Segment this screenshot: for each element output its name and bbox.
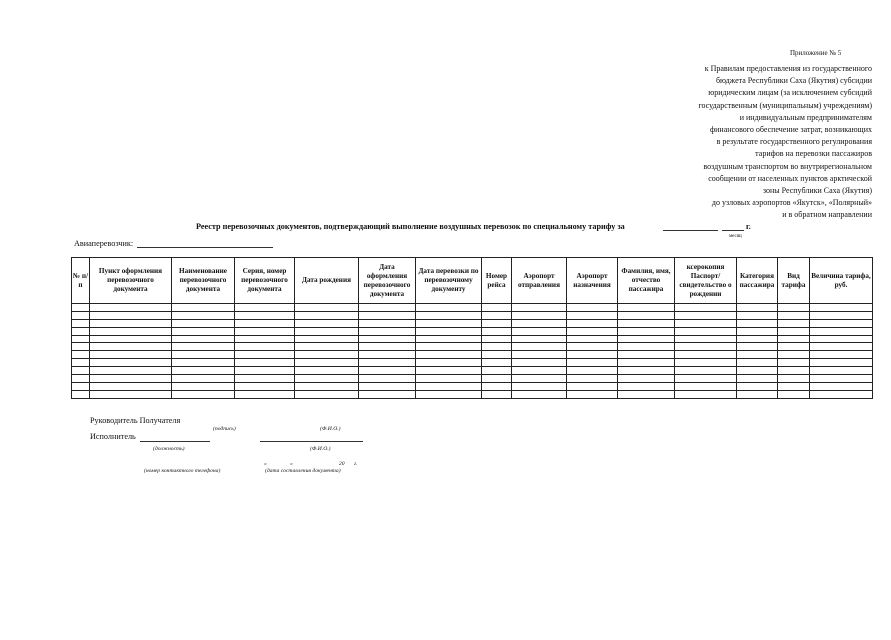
table-cell[interactable] (567, 304, 618, 312)
table-cell[interactable] (90, 319, 172, 327)
table-cell[interactable] (295, 367, 359, 375)
appendix-line: финансового обеспечение затрат, возникающих (709, 125, 872, 135)
table-cell[interactable] (675, 343, 737, 351)
table-cell[interactable] (416, 382, 482, 390)
table-cell[interactable] (295, 375, 359, 383)
table-cell[interactable] (90, 375, 172, 383)
signature-caption: (подпись) (213, 426, 236, 432)
column-header: ксерокопия Паспорт/свидетельство о рождении (675, 258, 737, 304)
table-cell[interactable] (737, 343, 778, 351)
table-cell[interactable] (737, 304, 778, 312)
table-cell[interactable] (675, 351, 737, 359)
registry-title: Реестр перевозочных документов, подтверждающий выполнение воздушных перевозок по специальному тарифу за (196, 222, 625, 231)
table-cell[interactable] (90, 382, 172, 390)
table-cell[interactable] (675, 367, 737, 375)
table-cell[interactable] (295, 327, 359, 335)
table-cell[interactable] (778, 390, 810, 398)
column-header: Категория пассажира (737, 258, 778, 304)
appendix-line: и в обратном направлении (782, 210, 872, 220)
column-header: Дата рождения (295, 258, 359, 304)
table-cell[interactable] (72, 304, 90, 312)
table-cell[interactable] (235, 327, 295, 335)
table-cell[interactable] (567, 351, 618, 359)
table-cell[interactable] (778, 311, 810, 319)
table-cell[interactable] (737, 311, 778, 319)
position-line[interactable] (140, 441, 210, 442)
table-cell[interactable] (172, 382, 235, 390)
table-cell[interactable] (90, 367, 172, 375)
appendix-line: зоны Республики Саха (Якутия) (762, 186, 872, 196)
table-cell[interactable] (295, 335, 359, 343)
table-cell[interactable] (810, 359, 873, 367)
table-cell[interactable] (618, 359, 675, 367)
table-cell[interactable] (235, 375, 295, 383)
table-cell[interactable] (482, 351, 512, 359)
table-cell[interactable] (482, 375, 512, 383)
column-header: Серия, номер перевозочного документа (235, 258, 295, 304)
table-cell[interactable] (778, 375, 810, 383)
table-cell[interactable] (416, 343, 482, 351)
table-cell[interactable] (295, 359, 359, 367)
table-cell[interactable] (737, 351, 778, 359)
table-cell[interactable] (567, 319, 618, 327)
table-cell[interactable] (482, 335, 512, 343)
table-cell[interactable] (359, 343, 416, 351)
table-cell[interactable] (416, 319, 482, 327)
table-cell[interactable] (72, 375, 90, 383)
table-row (72, 304, 873, 312)
table-cell[interactable] (810, 382, 873, 390)
table-cell[interactable] (810, 319, 873, 327)
table-cell[interactable] (810, 327, 873, 335)
table-cell[interactable] (482, 382, 512, 390)
table-cell[interactable] (810, 375, 873, 383)
phone-caption: (номер контактного телефона) (144, 468, 221, 474)
column-header: Номер рейса (482, 258, 512, 304)
table-cell[interactable] (618, 343, 675, 351)
table-cell[interactable] (359, 367, 416, 375)
table-cell[interactable] (295, 351, 359, 359)
table-cell[interactable] (810, 335, 873, 343)
table-cell[interactable] (567, 390, 618, 398)
table-cell[interactable] (416, 359, 482, 367)
table-cell[interactable] (235, 335, 295, 343)
table-cell[interactable] (295, 382, 359, 390)
table-cell[interactable] (235, 367, 295, 375)
table-cell[interactable] (618, 319, 675, 327)
table-row (72, 319, 873, 327)
table-cell[interactable] (235, 351, 295, 359)
table-cell[interactable] (675, 319, 737, 327)
table-cell[interactable] (618, 311, 675, 319)
table-cell[interactable] (618, 382, 675, 390)
table-cell[interactable] (90, 390, 172, 398)
appendix-line: в результате государственного регулирования (716, 137, 872, 147)
table-cell[interactable] (618, 367, 675, 375)
column-header: Аэропорт отправления (512, 258, 567, 304)
table-cell[interactable] (172, 359, 235, 367)
table-cell[interactable] (512, 343, 567, 351)
table-cell[interactable] (567, 343, 618, 351)
date-close-quote: » (290, 461, 293, 467)
column-header: № п/п (72, 258, 90, 304)
table-cell[interactable] (235, 319, 295, 327)
table-cell[interactable] (359, 304, 416, 312)
table-cell[interactable] (235, 311, 295, 319)
table-cell[interactable] (778, 319, 810, 327)
column-header: Пункт оформления перевозочного документа (90, 258, 172, 304)
carrier-blank[interactable] (137, 247, 273, 248)
table-cell[interactable] (416, 375, 482, 383)
table-cell[interactable] (675, 390, 737, 398)
table-cell[interactable] (567, 311, 618, 319)
column-header: Фамилия, имя, отчество пассажира (618, 258, 675, 304)
table-cell[interactable] (72, 327, 90, 335)
date-caption: (дата составления документа) (265, 468, 341, 474)
table-cell[interactable] (482, 327, 512, 335)
column-header: Вид тарифа (778, 258, 810, 304)
table-cell[interactable] (512, 304, 567, 312)
table-cell[interactable] (618, 390, 675, 398)
table-cell[interactable] (512, 327, 567, 335)
table-cell[interactable] (90, 304, 172, 312)
table-cell[interactable] (295, 311, 359, 319)
table-cell[interactable] (416, 367, 482, 375)
table-cell[interactable] (567, 375, 618, 383)
table-cell[interactable] (810, 367, 873, 375)
table-row (72, 343, 873, 351)
table-cell[interactable] (482, 390, 512, 398)
table-cell[interactable] (416, 390, 482, 398)
fio-caption: (Ф.И.О.) (320, 426, 341, 432)
table-cell[interactable] (90, 351, 172, 359)
appendix-line: сообщении от населенных пунктов арктической (708, 173, 872, 183)
appendix-line: тарифов на перевозки пассажиров (755, 149, 872, 159)
table-cell[interactable] (512, 359, 567, 367)
table-cell[interactable] (90, 343, 172, 351)
table-row (72, 382, 873, 390)
table-cell[interactable] (675, 304, 737, 312)
table-cell[interactable] (778, 367, 810, 375)
table-cell[interactable] (737, 319, 778, 327)
table-cell[interactable] (235, 390, 295, 398)
table-cell[interactable] (235, 304, 295, 312)
table-cell[interactable] (512, 319, 567, 327)
appendix-text (672, 63, 872, 222)
table-cell[interactable] (72, 319, 90, 327)
table-cell[interactable] (359, 311, 416, 319)
table-cell[interactable] (512, 311, 567, 319)
table-cell[interactable] (737, 359, 778, 367)
table-cell[interactable] (172, 375, 235, 383)
table-cell[interactable] (810, 351, 873, 359)
table-cell[interactable] (172, 319, 235, 327)
table-cell[interactable] (72, 311, 90, 319)
table-cell[interactable] (235, 343, 295, 351)
table-cell[interactable] (618, 375, 675, 383)
table-cell[interactable] (90, 327, 172, 335)
month-blank-short[interactable] (722, 230, 744, 231)
table-cell[interactable] (567, 327, 618, 335)
table-cell[interactable] (72, 359, 90, 367)
table-cell[interactable] (172, 327, 235, 335)
table-cell[interactable] (416, 304, 482, 312)
table-row (72, 359, 873, 367)
table-cell[interactable] (675, 359, 737, 367)
table-cell[interactable] (359, 351, 416, 359)
table-cell[interactable] (359, 390, 416, 398)
table-cell[interactable] (172, 343, 235, 351)
appendix-line: и индивидуальным предпринимателям (739, 112, 872, 122)
column-header: Дата перевозки по перевозочному документу (416, 258, 482, 304)
table-cell[interactable] (295, 343, 359, 351)
table-row (72, 327, 873, 335)
table-cell[interactable] (482, 319, 512, 327)
table-cell[interactable] (512, 351, 567, 359)
column-header: Аэропорт назначения (567, 258, 618, 304)
head-label: Руководитель Получателя (90, 416, 181, 425)
table-cell[interactable] (359, 375, 416, 383)
table-cell[interactable] (810, 311, 873, 319)
table-cell[interactable] (416, 311, 482, 319)
table-cell[interactable] (90, 359, 172, 367)
date-year-prefix: 20 (339, 461, 345, 467)
table-row (72, 367, 873, 375)
table-cell[interactable] (567, 382, 618, 390)
table-cell[interactable] (72, 335, 90, 343)
table-cell[interactable] (810, 304, 873, 312)
table-cell[interactable] (778, 335, 810, 343)
table-cell[interactable] (618, 351, 675, 359)
table-cell[interactable] (359, 335, 416, 343)
table-cell[interactable] (675, 311, 737, 319)
date-year-suffix: г. (354, 461, 358, 467)
table-cell[interactable] (172, 390, 235, 398)
table-cell[interactable] (172, 367, 235, 375)
table-cell[interactable] (482, 367, 512, 375)
month-blank[interactable] (663, 230, 718, 231)
table-cell[interactable] (90, 311, 172, 319)
table-cell[interactable] (172, 335, 235, 343)
table-row (72, 351, 873, 359)
table-row (72, 390, 873, 398)
table-cell[interactable] (512, 390, 567, 398)
table-cell[interactable] (810, 390, 873, 398)
table-cell[interactable] (235, 382, 295, 390)
table-cell[interactable] (482, 311, 512, 319)
table-cell[interactable] (737, 367, 778, 375)
carrier-label: Авиаперевозчик: (74, 239, 134, 248)
table-cell[interactable] (72, 390, 90, 398)
table-cell[interactable] (778, 343, 810, 351)
table-cell[interactable] (567, 335, 618, 343)
table-cell[interactable] (512, 367, 567, 375)
table-cell[interactable] (416, 335, 482, 343)
appendix-title: Приложение № 5 (790, 49, 842, 57)
table-cell[interactable] (172, 304, 235, 312)
table-cell[interactable] (778, 382, 810, 390)
table-cell[interactable] (72, 351, 90, 359)
table-cell[interactable] (737, 382, 778, 390)
table-cell[interactable] (295, 304, 359, 312)
table-row (72, 311, 873, 319)
fio-line[interactable] (260, 441, 363, 442)
registry-table (71, 257, 873, 399)
table-row (72, 335, 873, 343)
table-cell[interactable] (416, 327, 482, 335)
table-row (72, 375, 873, 383)
table-cell[interactable] (675, 327, 737, 335)
table-cell[interactable] (359, 382, 416, 390)
table-cell[interactable] (482, 304, 512, 312)
table-cell[interactable] (482, 359, 512, 367)
appendix-line: до узловых аэропортов «Якутск», «Полярный» (711, 198, 872, 208)
table-cell[interactable] (778, 351, 810, 359)
table-cell[interactable] (737, 335, 778, 343)
position-caption: (должность) (153, 446, 185, 452)
table-cell[interactable] (416, 351, 482, 359)
table-cell[interactable] (512, 335, 567, 343)
table-cell[interactable] (295, 319, 359, 327)
table-cell[interactable] (737, 327, 778, 335)
year-suffix: г. (746, 222, 751, 231)
appendix-line: бюджета Республики Саха (Якутия) субсидии (715, 76, 872, 86)
month-caption: месяц (729, 234, 742, 239)
executor-label: Исполнитель (90, 432, 136, 441)
table-cell[interactable] (618, 327, 675, 335)
table-cell[interactable] (512, 375, 567, 383)
table-cell[interactable] (90, 335, 172, 343)
table-cell[interactable] (295, 390, 359, 398)
table-cell[interactable] (778, 359, 810, 367)
column-header: Наименование перевозочного документа (172, 258, 235, 304)
table-cell[interactable] (618, 304, 675, 312)
appendix-line: воздушным транспортом во внутрирегиональном (703, 161, 872, 171)
table-cell[interactable] (359, 319, 416, 327)
column-header: Величина тарифа, руб. (810, 258, 873, 304)
table-cell[interactable] (72, 367, 90, 375)
fio-caption-2: (Ф.И.О.) (310, 446, 331, 452)
date-open-quote: « (264, 461, 267, 467)
table-cell[interactable] (618, 335, 675, 343)
table-cell[interactable] (567, 367, 618, 375)
table-cell[interactable] (172, 311, 235, 319)
appendix-line: к Правилам предоставления из государственного (704, 64, 872, 73)
table-cell[interactable] (512, 382, 567, 390)
table-cell[interactable] (72, 343, 90, 351)
table-header-row (72, 258, 873, 304)
table-cell[interactable] (737, 390, 778, 398)
table-cell[interactable] (675, 375, 737, 383)
table-cell[interactable] (810, 343, 873, 351)
table-cell[interactable] (675, 335, 737, 343)
appendix-line: государственным (муниципальным) учреждениям) (698, 100, 872, 110)
table-cell[interactable] (778, 304, 810, 312)
table-cell[interactable] (737, 375, 778, 383)
column-header: Дата оформления перевозочного документа (359, 258, 416, 304)
table-cell[interactable] (778, 327, 810, 335)
table-cell[interactable] (359, 327, 416, 335)
table-cell[interactable] (72, 382, 90, 390)
table-cell[interactable] (675, 382, 737, 390)
table-cell[interactable] (172, 351, 235, 359)
table-cell[interactable] (567, 359, 618, 367)
table-cell[interactable] (359, 359, 416, 367)
appendix-line: юридическим лицам (за исключением субсидий (708, 88, 872, 98)
table-cell[interactable] (482, 343, 512, 351)
table-cell[interactable] (235, 359, 295, 367)
